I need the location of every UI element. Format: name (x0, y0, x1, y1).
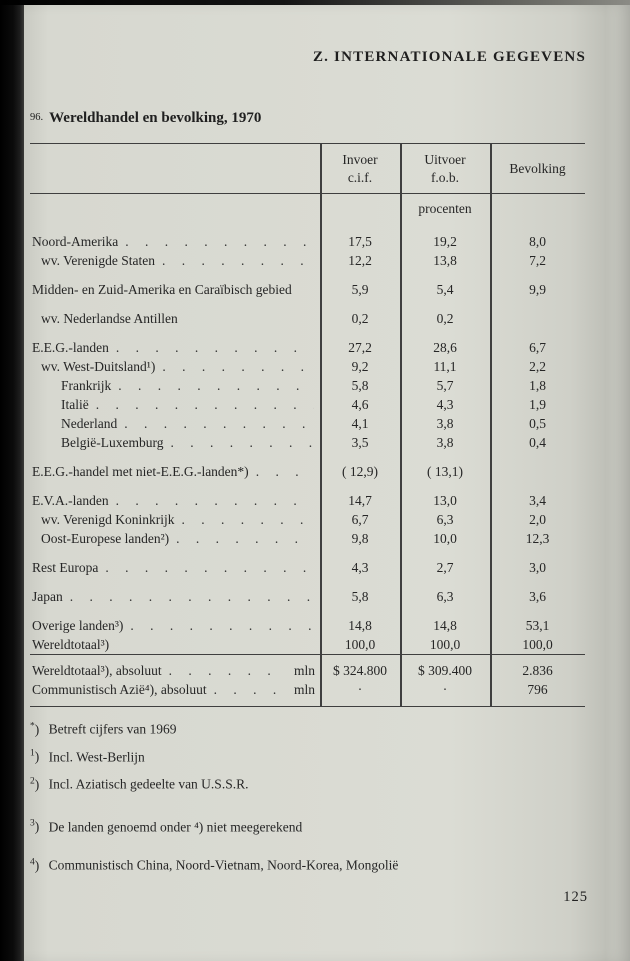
row-label-text: Midden- en Zuid-Amerika en Caraïbisch gebied (32, 282, 292, 297)
cell-invoer: $ 324.800 (333, 663, 387, 678)
cell-bevolking: 2.836 (522, 663, 553, 678)
cell-invoer: 9,8 (351, 531, 369, 546)
col-header-label: Uitvoer (424, 151, 466, 167)
row-label-text: Overige landen³) (32, 618, 124, 633)
footnote (30, 857, 630, 874)
row-label-text: E.V.A.-landen (32, 493, 109, 508)
row-label (30, 510, 320, 529)
leader-dots (176, 529, 314, 548)
leader-dots (256, 462, 314, 481)
row-label (30, 338, 320, 357)
cell-uitvoer: 28,6 (433, 340, 457, 355)
cell-bevolking: 12,3 (525, 531, 550, 546)
footnote (30, 776, 630, 793)
footnotes (30, 721, 630, 874)
row-label (30, 280, 320, 299)
cell-bevolking: 100,0 (522, 637, 553, 652)
cell-uitvoer: 11,1 (433, 359, 457, 374)
footnote-text: Communistisch China, Noord-Vietnam, Noord-Korea, Mongolië (45, 857, 399, 873)
cell-bevolking: 8,0 (529, 234, 546, 249)
leader-dots (181, 510, 314, 529)
row-label (30, 357, 320, 376)
row-label (30, 309, 320, 328)
row-label-text: Japan (32, 589, 63, 604)
table-row (30, 251, 585, 270)
scanned-page (24, 5, 630, 961)
cell-uitvoer: 19,2 (433, 234, 457, 249)
row-label-text: Frankrijk (61, 378, 112, 393)
row-label-text: Italië (61, 397, 89, 412)
table-row (30, 309, 585, 328)
footnote (30, 749, 630, 766)
unit-label: mln (293, 663, 315, 678)
table-row (30, 232, 585, 251)
unit-label: mln (293, 682, 315, 697)
table-row (30, 558, 585, 577)
cell-uitvoer: 5,7 (436, 378, 454, 393)
table-row (30, 491, 585, 510)
cell-uitvoer: 5,4 (436, 282, 454, 297)
cell-uitvoer: 100,0 (429, 637, 461, 652)
leader-dots (116, 338, 314, 357)
row-label-text: Nederland (61, 416, 118, 431)
cell-invoer: 6,7 (351, 512, 369, 527)
total-row-label (30, 680, 320, 699)
cell-invoer: 100,0 (344, 637, 376, 652)
footnote-marker: *) (30, 721, 40, 737)
table-row (30, 616, 585, 635)
cell-bevolking: 3,0 (529, 560, 546, 575)
footnote-text: Betreft cijfers van 1969 (45, 721, 177, 737)
row-label (30, 395, 320, 414)
cell-bevolking: 53,1 (525, 618, 550, 633)
cell-uitvoer: 6,3 (436, 512, 454, 527)
col-header-invoer (320, 144, 400, 193)
col-header-label: Invoer (342, 151, 378, 167)
leader-dots (118, 376, 314, 395)
statistics-table (30, 143, 585, 707)
cell-invoer: 9,2 (351, 359, 369, 374)
cell-bevolking: 3,4 (529, 493, 546, 508)
col-header-bevolking (490, 144, 585, 193)
total-row-label (30, 661, 320, 680)
cell-invoer: ( 12,9) (342, 464, 378, 479)
table-row (30, 587, 585, 606)
cell-invoer: 3,5 (351, 435, 369, 450)
col-header-sublabel: c.i.f. (347, 169, 373, 185)
cell-uitvoer: 13,8 (433, 253, 457, 268)
cell-uitvoer: 2,7 (436, 560, 454, 575)
cell-uitvoer: 6,3 (436, 589, 454, 604)
cell-bevolking: 0,4 (529, 435, 546, 450)
totals-section (30, 654, 585, 706)
cell-bevolking: 2,2 (529, 359, 546, 374)
row-label (30, 529, 320, 548)
table-row (30, 376, 585, 395)
cell-bevolking (490, 462, 585, 481)
leader-dots (162, 357, 314, 376)
col-header-sublabel: f.o.b. (430, 169, 460, 185)
unit-row (30, 194, 585, 232)
leader-dots (214, 680, 288, 699)
cell-bevolking: 1,9 (529, 397, 546, 412)
row-label-text: wv. Nederlandse Antillen (41, 311, 178, 326)
cell-invoer: 12,2 (348, 253, 372, 268)
footnote-text: Incl. Aziatisch gedeelte van U.S.S.R. (45, 776, 249, 792)
stub-column-header (30, 144, 320, 193)
row-label-text: wv. West-Duitsland¹) (41, 359, 156, 374)
cell-invoer: 4,3 (351, 560, 369, 575)
table-row (30, 280, 585, 299)
leader-dots (162, 251, 314, 270)
cell-bevolking: 1,8 (529, 378, 546, 393)
footnote-marker: $^4$) (30, 857, 40, 873)
table-row (30, 433, 585, 452)
cell-uitvoer: 10,0 (433, 531, 457, 546)
cell-invoer: 14,8 (348, 618, 372, 633)
cell-invoer: 4,1 (351, 416, 369, 431)
footnote-text: Incl. West-Berlijn (45, 749, 145, 764)
cell-uitvoer: 4,3 (436, 397, 454, 412)
table-body (30, 232, 585, 654)
footnote (30, 819, 630, 836)
cell-invoer: 27,2 (348, 340, 372, 355)
col-header-label: Bevolking (509, 160, 566, 176)
cell-bevolking: 2,0 (529, 512, 546, 527)
table-row (30, 510, 585, 529)
unit-label-procenten: procenten (418, 201, 472, 216)
cell-bevolking: 6,7 (529, 340, 546, 355)
leader-dots (125, 232, 314, 251)
cell-bevolking: 7,2 (529, 253, 546, 268)
row-label (30, 462, 320, 481)
row-label (30, 433, 320, 452)
chapter-header: Z. INTERNATIONALE GEGEVENS (312, 49, 586, 65)
cell-invoer: 0,2 (351, 311, 369, 326)
cell-bevolking: 796 (527, 682, 548, 697)
cell-uitvoer: 13,0 (433, 493, 457, 508)
leader-dots (105, 558, 314, 577)
footnote-marker: $^1$) (30, 748, 40, 764)
row-label-text: Rest Europa (32, 560, 99, 575)
row-label-text: E.E.G.-handel met niet-E.E.G.-landen*) (32, 464, 249, 479)
table-number: 96. (30, 112, 44, 123)
table-row (30, 395, 585, 414)
row-label-text: België-Luxemburg (61, 435, 164, 450)
total-label-text: Wereldtotaal³), absoluut (32, 663, 162, 678)
leader-dots (116, 635, 302, 654)
cell-bevolking: 0,5 (529, 416, 546, 431)
footnote-marker: $^3$) (30, 818, 40, 834)
leader-dots (96, 395, 314, 414)
cell-uitvoer: · (442, 682, 448, 697)
total-row (30, 661, 585, 680)
row-label-text: wv. Verenigde Staten (41, 253, 155, 268)
book-spine-edge (0, 0, 24, 961)
cell-bevolking (490, 309, 585, 328)
leader-dots (116, 491, 314, 510)
row-label (30, 616, 320, 635)
total-row (30, 680, 585, 699)
page-number: 125 (563, 889, 588, 905)
row-label (30, 491, 320, 510)
row-label (30, 414, 320, 433)
cell-invoer: 14,7 (348, 493, 372, 508)
table-row (30, 414, 585, 433)
table-title (30, 110, 630, 127)
cell-uitvoer: 14,8 (433, 618, 457, 633)
row-label-text: Noord-Amerika (32, 234, 119, 249)
row-label-text: Wereldtotaal³) (32, 637, 110, 652)
cell-uitvoer: $ 309.400 (418, 663, 472, 678)
cell-invoer: 4,6 (351, 397, 369, 412)
cell-uitvoer: ( 13,1) (427, 464, 463, 479)
cell-uitvoer: 0,2 (436, 311, 454, 326)
leader-dots (169, 661, 288, 680)
row-label (30, 587, 320, 606)
footnote-text: De landen genoemd onder ⁴) niet meegerekend (45, 819, 303, 834)
table-row (30, 338, 585, 357)
cell-invoer: 5,8 (351, 378, 369, 393)
leader-dots (170, 433, 314, 452)
table-row (30, 462, 585, 481)
table-title-text: Wereldhandel en bevolking, 1970 (49, 110, 262, 126)
cell-uitvoer: 3,8 (436, 416, 454, 431)
row-label (30, 635, 320, 654)
row-label (30, 251, 320, 270)
row-label (30, 232, 320, 251)
row-label (30, 558, 320, 577)
cell-invoer: 5,9 (351, 282, 369, 297)
leader-dots (185, 309, 314, 328)
cell-uitvoer: 3,8 (436, 435, 454, 450)
leader-dots (299, 280, 314, 299)
cell-bevolking: 3,6 (529, 589, 546, 604)
col-header-uitvoer (400, 144, 490, 193)
row-label (30, 376, 320, 395)
table-row (30, 635, 585, 654)
cell-invoer: 5,8 (351, 589, 369, 604)
leader-dots (70, 587, 314, 606)
leader-dots (130, 616, 314, 635)
footnote-marker: $^2$) (30, 776, 40, 792)
cell-bevolking: 9,9 (529, 282, 546, 297)
row-label-text: Oost-Europese landen²) (41, 531, 170, 546)
total-label-text: Communistisch Azië⁴), absoluut (32, 682, 207, 697)
table-row (30, 529, 585, 548)
table-header-row (30, 144, 585, 194)
cell-invoer: 17,5 (348, 234, 372, 249)
leader-dots (124, 414, 314, 433)
row-label-text: wv. Verenigd Koninkrijk (41, 512, 175, 527)
row-label-text: E.E.G.-landen (32, 340, 109, 355)
table-row (30, 357, 585, 376)
footnote (30, 721, 630, 738)
cell-invoer: · (357, 682, 363, 697)
